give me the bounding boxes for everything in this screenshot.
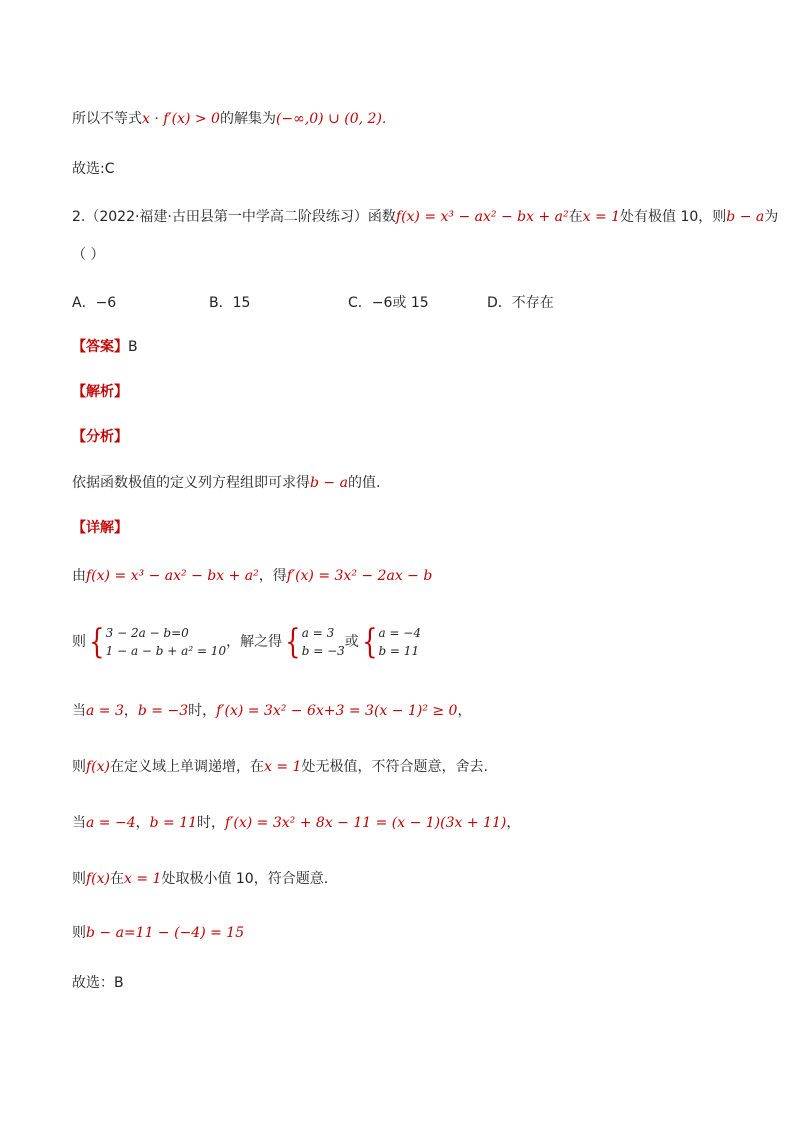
option-a: A．−6 [72, 295, 117, 311]
question-source: 2.（2022·福建·古田县第一中学高二阶段练习）函数 [72, 209, 396, 225]
inequality-expression: x · f′(x) > 0 [142, 111, 220, 127]
text-segment: 则 [72, 634, 86, 650]
b-value: b = 11 [149, 815, 198, 831]
choice-line-prev: 故选:C [72, 161, 115, 177]
text-segment: 当 [72, 815, 86, 831]
text-segment: 当 [72, 703, 86, 719]
a-value: a = −4 [86, 815, 136, 831]
option-b: B．15 [209, 295, 251, 311]
function-expression: f(x) = x³ − ax² − bx + a² [395, 209, 569, 225]
b-minus-a-expression: b − a [726, 209, 765, 225]
derivative-expression: f′(x) = 3x² + 8x − 11 = (x − 1)(3x + 11) [225, 815, 507, 831]
option-c: C．−6或 15 [348, 295, 429, 311]
detail-line-system [72, 622, 421, 662]
x-value-expression: x = 1 [124, 871, 162, 887]
text-segment: 或 [344, 634, 359, 650]
b-value: b = −3 [137, 703, 189, 719]
text-segment: ， [135, 815, 150, 831]
detail-line-reject [72, 758, 488, 776]
answer-value: B [128, 339, 138, 355]
text-segment: ，解之得 [226, 634, 283, 650]
text-segment: 在定义域上单调递增，在 [110, 759, 265, 775]
answer-tag: 【答案】 [72, 339, 128, 355]
text-segment: 则 [72, 759, 86, 775]
x-value-expression: x = 1 [582, 209, 621, 225]
text-segment: 处无极值，不符合题意，舍去. [301, 759, 488, 775]
equation-row: b = −3 [301, 644, 345, 658]
breakdown-tag: 【分析】 [72, 429, 128, 445]
text-segment: 时， [197, 815, 226, 831]
detail-line-case-1 [72, 702, 471, 720]
detail-line-accept [72, 870, 328, 888]
text-segment: 的值. [347, 475, 381, 491]
answer-line [72, 338, 138, 356]
text-segment: 的解集为 [219, 111, 276, 127]
b-minus-a-expression: b − a [310, 475, 348, 491]
final-choice-line: 故选：B [72, 975, 124, 991]
text-segment: 时， [188, 703, 217, 719]
text-segment: 所以不等式 [72, 111, 142, 127]
a-value: a = 3 [86, 703, 124, 719]
option-d: D．不存在 [487, 295, 554, 311]
equation-row: 1 − a − b + a² = 10 [105, 644, 227, 658]
detail-line-case-2 [72, 814, 520, 832]
answer-parenthesis: （ ） [72, 247, 105, 263]
text-segment: ， [506, 815, 521, 831]
equation-row: a = 3 [301, 626, 335, 640]
text-segment: 处取极小值 10，符合题意. [161, 871, 329, 887]
text-segment: 由 [72, 568, 86, 584]
equation-row: a = −4 [378, 626, 421, 640]
analysis-tag: 【解析】 [72, 384, 128, 400]
equation-row: b = 11 [378, 644, 420, 658]
solution-set-line [72, 110, 386, 128]
function-expression: f(x) [86, 871, 111, 887]
detail-tag: 【详解】 [72, 520, 128, 536]
solution-system-2: { a = −4 b = 11 [362, 622, 421, 662]
text-segment: 为 [764, 209, 779, 225]
text-segment: 依据函数极值的定义列方程组即可求得 [72, 475, 310, 491]
detail-line-result [72, 924, 244, 942]
x-value-expression: x = 1 [264, 759, 302, 775]
text-segment: 则 [72, 871, 86, 887]
text-segment: 在 [568, 209, 583, 225]
breakdown-text [72, 474, 380, 492]
text-segment: ，得 [258, 568, 287, 584]
derivative-expression: f′(x) = 3x² − 6x+3 = 3(x − 1)² ≥ 0 [216, 703, 458, 719]
result-expression: b − a=11 − (−4) = 15 [86, 925, 245, 941]
derivative-expression: f′(x) = 3x² − 2ax − b [286, 568, 433, 584]
text-segment: ， [457, 703, 472, 719]
question-2-stem [72, 208, 778, 226]
function-expression: f(x) [86, 759, 111, 775]
solution-system-1: { a = 3 b = −3 [285, 622, 345, 662]
equation-row: 3 − 2a − b=0 [105, 626, 189, 640]
equation-system-1: { 3 − 2a − b=0 1 − a − b + a² = 10 [89, 622, 227, 662]
function-expression: f(x) = x³ − ax² − bx + a² [86, 568, 259, 584]
text-segment: 则 [72, 925, 86, 941]
text-segment: ， [123, 703, 138, 719]
detail-line-derivative [72, 567, 432, 585]
solution-set-expression: (−∞,0) ∪ (0, 2). [275, 111, 387, 127]
text-segment: 在 [110, 871, 125, 887]
text-segment: 处有极值 10，则 [620, 209, 727, 225]
